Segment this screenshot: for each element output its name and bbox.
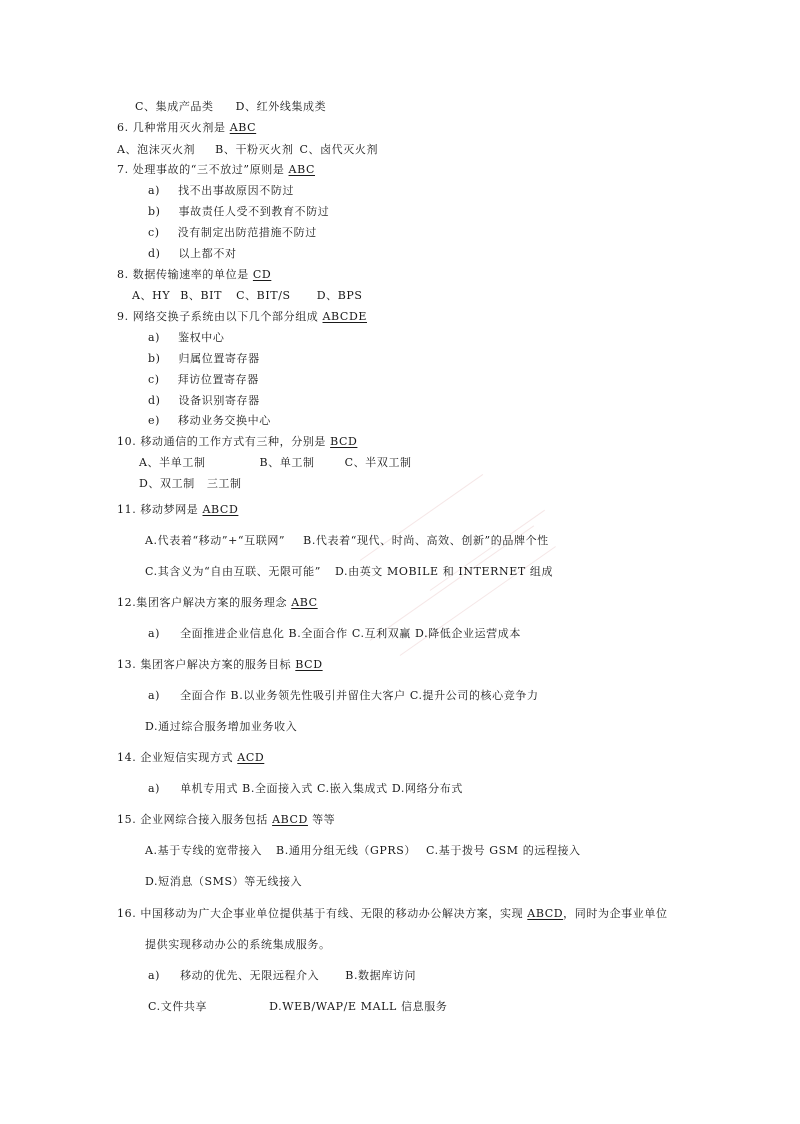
q14-options: a) 单机专用式 B.全面接入式 C.嵌入集成式 D.网络分布式 (148, 782, 463, 795)
q16-options-cd: C.文件共享 D.WEB/WAP/E MALL 信息服务 (148, 1000, 448, 1013)
q12-options: a) 全面推进企业信息化 B.全面合作 C.互利双赢 D.降低企业运营成本 (148, 627, 521, 640)
q9-option-e: e) 移动业务交换中心 (148, 414, 271, 427)
q6-options: A、泡沫灭火剂 B、干粉灭火剂 C、卤代灭火剂 (117, 143, 379, 156)
q12-question: 12.集团客户解决方案的服务理念 ABC (117, 596, 318, 609)
q16-question-cont: 提供实现移动办公的系统集成服务。 (145, 938, 331, 951)
q9-option-b: b) 归属位置寄存器 (148, 352, 260, 365)
q9-option-a: a) 鉴权中心 (148, 331, 225, 344)
q6-question: 6. 几种常用灭火剂是 ABC (117, 121, 257, 134)
q7-option-c: c) 没有制定出防范措施不防过 (148, 226, 317, 239)
q8-options: A、HY B、BIT C、BIT/S D、BPS (132, 289, 363, 302)
q8-answer: CD (252, 268, 272, 281)
q16-options-ab: a) 移动的优先、无限远程介入 B.数据库访问 (148, 969, 417, 982)
q7-answer: ABC (288, 163, 315, 176)
q13-option-d: D.通过综合服务增加业务收入 (145, 720, 298, 733)
q6-answer: ABC (229, 121, 257, 134)
q14-question: 14. 企业短信实现方式 ACD (117, 751, 265, 764)
q11-answer: ABCD (202, 503, 239, 516)
q16-question: 16. 中国移动为广大企事业单位提供基于有线、无限的移动办公解决方案，实现 ABCD，同时为企事业单位 (117, 907, 668, 920)
q9-option-c: c) 拜访位置寄存器 (148, 373, 259, 386)
q9-answer: ABCDE (322, 310, 367, 323)
q10-options-d: D、双工制 三工制 (139, 477, 242, 490)
q12-answer: ABC (291, 596, 318, 609)
q7-option-a: a) 找不出事故原因不防过 (148, 184, 295, 197)
q13-answer: BCD (295, 658, 323, 671)
q8-question: 8. 数据传输速率的单位是 CD (117, 268, 272, 281)
q15-option-d: D.短消息（SMS）等无线接入 (145, 875, 303, 888)
q11-options-cd: C.其含义为“自由互联、无限可能” D.由英文 MOBILE 和 INTERNET 组成 (145, 565, 554, 578)
q15-answer: ABCD (272, 813, 308, 826)
q13-options-abc: a) 全面合作 B.以业务领先性吸引并留住大客户 C.提升公司的核心竞争力 (148, 689, 539, 702)
q14-answer: ACD (237, 751, 265, 764)
q9-option-d: d) 设备识别寄存器 (148, 394, 260, 407)
q16-answer: ABCD (527, 907, 564, 920)
q10-question: 10. 移动通信的工作方式有三种，分别是 BCD (117, 435, 358, 448)
q13-question: 13. 集团客户解决方案的服务目标 BCD (117, 658, 323, 671)
q15-question: 15. 企业网综合接入服务包括 ABCD 等等 (117, 813, 336, 826)
q7-option-b: b) 事故责任人受不到教育不防过 (148, 205, 330, 218)
q7-question: 7. 处理事故的“三不放过”原则是 ABC (117, 163, 315, 176)
q11-question: 11. 移动梦网是 ABCD (117, 503, 239, 516)
q10-options-abc: A、半单工制 B、单工制 C、半双工制 (139, 456, 412, 469)
q7-option-d: d) 以上都不对 (148, 247, 237, 260)
q9-question: 9. 网络交换子系统由以下几个部分组成 ABCDE (117, 310, 367, 323)
q11-options-ab: A.代表着“移动”+“互联网” B.代表着“现代、时尚、高效、创新”的品牌个性 (145, 534, 549, 547)
q10-answer: BCD (330, 435, 358, 448)
q15-options-abc: A.基于专线的宽带接入 B.通用分组无线（GPRS） C.基于拨号 GSM 的远程接入 (145, 844, 581, 857)
q5-options-cd: C、集成产品类 D、红外线集成类 (135, 100, 327, 113)
